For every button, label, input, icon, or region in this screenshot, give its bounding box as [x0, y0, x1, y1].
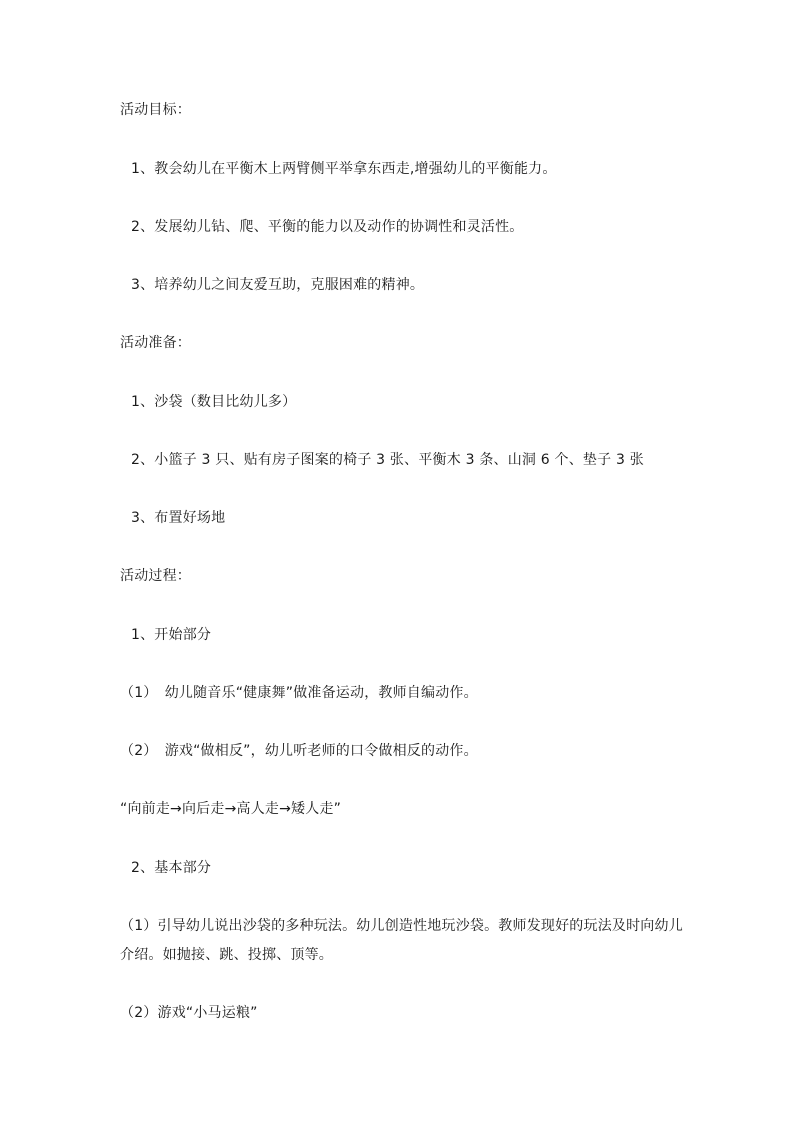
goal-item-1: 1、教会幼儿在平衡木上两臂侧平举拿东西走,增强幼儿的平衡能力。: [131, 161, 557, 177]
preparation-heading: 活动准备：: [120, 335, 191, 351]
part1-title: 1、开始部分: [131, 627, 212, 643]
process-heading: 活动过程：: [120, 568, 191, 584]
part1-step-2: （2） 游戏“做相反”，幼儿听老师的口令做相反的动作。: [120, 743, 478, 759]
preparation-item-2: 2、小篮子 3 只、贴有房子图案的椅子 3 张、平衡木 3 条、山洞 6 个、垫子 3 张: [131, 452, 644, 468]
goal-item-3: 3、培养幼儿之间友爱互助，克服困难的精神。: [131, 277, 425, 293]
preparation-item-1: 1、沙袋（数目比幼儿多）: [131, 394, 297, 410]
part2-step-1-line-2: 介绍。如抛接、跳、投掷、顶等。: [120, 947, 333, 963]
preparation-item-3: 3、布置好场地: [131, 510, 226, 526]
part2-title: 2、基本部分: [131, 860, 212, 876]
part1-step-1: （1） 幼儿随音乐“健康舞”做准备运动，教师自编动作。: [120, 685, 478, 701]
part2-step-2: （2）游戏“小马运粮”: [120, 1005, 258, 1021]
part1-sequence: “向前走→向后走→高人走→矮人走”: [120, 801, 342, 817]
goal-item-2: 2、发展幼儿钻、爬、平衡的能力以及动作的协调性和灵活性。: [131, 219, 524, 235]
goals-heading: 活动目标：: [120, 102, 191, 118]
part2-step-1-line-1: （1）引导幼儿说出沙袋的多种玩法。幼儿创造性地玩沙袋。教师发现好的玩法及时向幼儿: [120, 918, 683, 934]
